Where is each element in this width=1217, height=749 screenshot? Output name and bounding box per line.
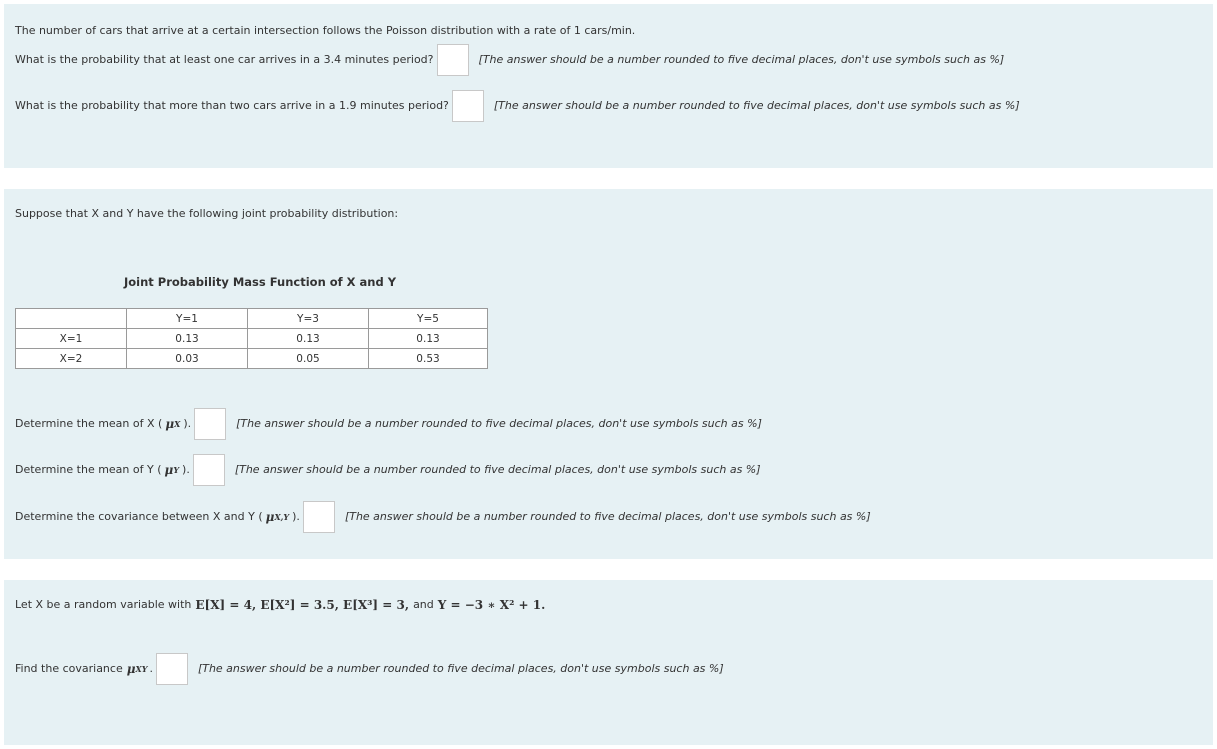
- find-covariance-question: [15, 653, 724, 685]
- and-text: and: [413, 598, 434, 611]
- pmf-cell: 0.05: [248, 349, 369, 369]
- pmf-header-cell: Y=1: [127, 309, 248, 329]
- mu-subscript: X: [174, 419, 181, 429]
- pmf-header-cell: Y=5: [369, 309, 488, 329]
- mean-x-answer-input[interactable]: [194, 408, 226, 440]
- mu-subscript: XY: [135, 664, 148, 674]
- question-panel-poisson: [4, 4, 1213, 168]
- mean-y-answer-input[interactable]: [193, 454, 225, 486]
- poisson-part-b: [15, 90, 1020, 122]
- poisson-part-a-text: What is the probability that at least one car arrives in a 3.4 minutes period?: [15, 53, 434, 66]
- joint-intro-text: Suppose that X and Y have the following joint probability distribution:: [15, 207, 399, 220]
- mu-subscript: X,Y: [274, 512, 290, 522]
- moments-expression: E[X] = 4, E[X²] = 3.5, E[X³] = 3,: [195, 598, 410, 612]
- pmf-cell: X=2: [16, 349, 127, 369]
- question-panel-transformation: [4, 580, 1213, 745]
- poisson-part-b-text: What is the probability that more than two cars arrive in a 1.9 minutes period?: [15, 99, 449, 112]
- covariance-question: [15, 501, 871, 533]
- joint-intro: [15, 207, 398, 221]
- mean-y-text: Determine the mean of Y (: [15, 463, 162, 476]
- covariance-text: Determine the covariance between X and Y (: [15, 510, 263, 523]
- mu-symbol: μ: [126, 662, 136, 676]
- pmf-cell: 0.03: [127, 349, 248, 369]
- poisson-part-b-hint: [The answer should be a number rounded to five decimal places, don't use symbols such as %]: [493, 99, 1020, 112]
- mean-y-hint: [The answer should be a number rounded to five decimal places, don't use symbols such as %]: [234, 463, 761, 476]
- mean-y-question: [15, 454, 761, 486]
- mu-subscript: Y: [173, 465, 180, 475]
- close-paren: ).: [292, 510, 300, 523]
- pmf-header-row: [16, 309, 488, 329]
- transform-intro-text: Let X be a random variable with: [15, 598, 192, 611]
- pmf-cell: 0.13: [127, 329, 248, 349]
- pmf-table-title: Joint Probability Mass Function of X and Y: [124, 275, 397, 289]
- poisson-intro: [15, 24, 635, 38]
- pmf-cell: 0.13: [248, 329, 369, 349]
- pmf-header-cell: Y=3: [248, 309, 369, 329]
- mean-x-text: Determine the mean of X (: [15, 417, 163, 430]
- pmf-header-cell: [16, 309, 127, 329]
- pmf-row: [16, 329, 488, 349]
- poisson-part-a-answer-input[interactable]: [437, 44, 469, 76]
- pmf-cell: X=1: [16, 329, 127, 349]
- mu-symbol: μ: [165, 417, 175, 431]
- mu-symbol: μ: [265, 510, 275, 524]
- question-panel-joint-distribution: [4, 189, 1213, 559]
- find-covariance-hint: [The answer should be a number rounded to five decimal places, don't use symbols such as %]: [197, 662, 724, 675]
- close-paren: ).: [182, 463, 190, 476]
- covariance-answer-input[interactable]: [303, 501, 335, 533]
- covariance-hint: [The answer should be a number rounded to five decimal places, don't use symbols such as %]: [344, 510, 871, 523]
- close-paren: ).: [183, 417, 192, 430]
- pmf-table: [15, 308, 488, 369]
- pmf-row: [16, 349, 488, 369]
- mean-x-hint: [The answer should be a number rounded to five decimal places, don't use symbols such as %]: [236, 417, 762, 430]
- poisson-part-a: [15, 44, 1004, 76]
- find-covariance-answer-input[interactable]: [156, 653, 188, 685]
- poisson-part-a-hint: [The answer should be a number rounded to five decimal places, don't use symbols such as %]: [478, 53, 1005, 66]
- pmf-cell: 0.53: [369, 349, 488, 369]
- mu-symbol: μ: [164, 463, 174, 477]
- poisson-part-b-answer-input[interactable]: [452, 90, 484, 122]
- y-definition: Y = −3 ∗ X² + 1.: [437, 598, 546, 612]
- mean-x-question: [15, 408, 762, 440]
- poisson-intro-text: The number of cars that arrive at a certain intersection follows the Poisson distribution with a rate of 1 cars/min.: [15, 24, 636, 37]
- pmf-cell: 0.13: [369, 329, 488, 349]
- transform-intro: [15, 598, 545, 612]
- find-covariance-text: Find the covariance: [15, 662, 123, 675]
- dot: .: [149, 662, 153, 675]
